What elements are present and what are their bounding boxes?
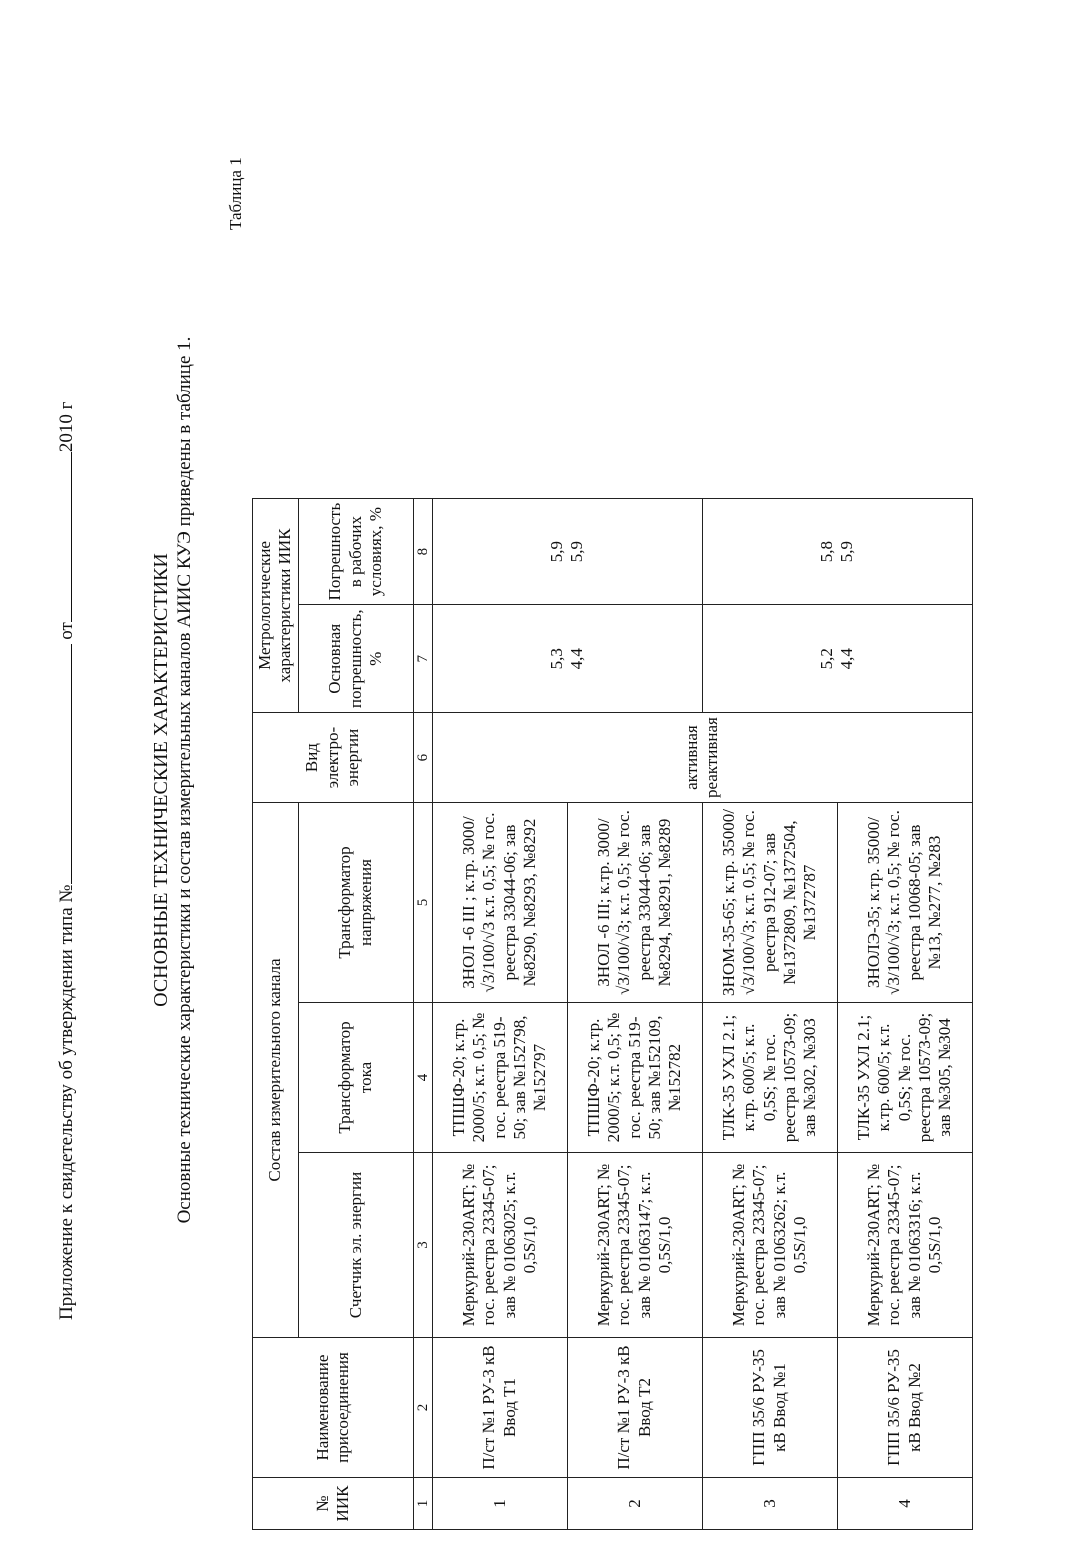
row-meter: Меркурий-230ART; № гос. реестра 23345-07; зав № 01063025; к.т. 0,5S/1,0 <box>432 1153 567 1338</box>
row-vt: ЗНОЛ -6 III ; к.тр. 3000/√3/100/√3 к.т. 0,5; № гос. реестра 33044-06; зав №8290, №8293, №8292 <box>432 803 567 1003</box>
table-label: Таблица 1 <box>226 157 245 230</box>
header-name: Наименование присоединения <box>253 1338 414 1478</box>
row-meter: Меркурий-230ART; № гос. реестра 23345-07; зав № 01063262; к.т. 0,5S/1,0 <box>702 1153 837 1338</box>
row-ct: ТПШФ-20; к.тр. 2000/5; к.т. 0,5; № гос. реестра 519-50; зав №152109, №152782 <box>567 1003 702 1153</box>
header-row-1 <box>253 498 299 1529</box>
appendix-year: 2010 г <box>56 401 77 453</box>
work-error-reactive: 5,9 <box>567 541 587 563</box>
row-meter: Меркурий-230ART; № гос. реестра 23345-07; зав № 01063316; к.т. 0,5S/1,0 <box>837 1153 972 1338</box>
basic-error-cell <box>702 605 972 713</box>
col-number: 4 <box>413 1003 432 1153</box>
row-num: 3 <box>702 1478 837 1530</box>
row-name: ГПП 35/6 РУ-35 кВ Ввод №1 <box>702 1338 837 1478</box>
header-num: № ИИК <box>253 1478 414 1530</box>
date-blank <box>71 452 72 622</box>
work-error-active: 5,8 <box>816 541 836 563</box>
basic-error-active: 5,3 <box>546 648 566 670</box>
basic-error-reactive: 4,4 <box>837 648 857 670</box>
energy-reactive: реактивная <box>702 717 722 798</box>
table-row <box>702 498 837 1529</box>
characteristics-table <box>252 498 973 1530</box>
row-meter: Меркурий-230ART; № гос. реестра 23345-07; зав № 01063147; к.т. 0,5S/1,0 <box>567 1153 702 1338</box>
row-name: П/ст №1 РУ-3 кВ Ввод Т1 <box>432 1338 567 1478</box>
work-error-reactive: 5,9 <box>837 541 857 563</box>
energy-active: активная <box>681 725 701 790</box>
row-vt: ЗНОЛ -6 III; к.тр. 3000/√3/100/√3; к.т. 0,5; № гос. реестра 33044-06; зав №8294, №8291, №8289 <box>567 803 702 1003</box>
work-error-cell <box>432 498 702 605</box>
table-row <box>432 498 567 1529</box>
col-number: 8 <box>413 498 432 605</box>
col-number: 1 <box>413 1478 432 1530</box>
row-ct: ТЛК-35 УХЛ 2.1; к.тр. 600/5; к.т. 0,5S; № гос. реестра 10573-09; зав №302, №303 <box>702 1003 837 1153</box>
row-name: ГПП 35/6 РУ-35 кВ Ввод №2 <box>837 1338 972 1478</box>
row-num: 4 <box>837 1478 972 1530</box>
header-vt: Трансформатор напряжения <box>298 803 413 1003</box>
type-number-blank <box>71 644 72 884</box>
column-number-row <box>413 498 432 1529</box>
row-vt: ЗНОМ-35-65; к.тр. 35000/√3/100/√3; к.т. 0,5; № гос. реестра 912-07; зав №1372809, №1372504, №1372787 <box>702 803 837 1003</box>
appendix-prefix: Приложение к свидетельству об утверждении типа № <box>56 884 77 1320</box>
row-num: 1 <box>432 1478 567 1530</box>
header-energy: Вид электро-энергии <box>253 713 414 803</box>
col-number: 6 <box>413 713 432 803</box>
col-number: 2 <box>413 1338 432 1478</box>
row-ct: ТЛК-35 УХЛ 2.1; к.тр. 600/5; к.т. 0,5S; № гос. реестра 10573-09; зав №305, №304 <box>837 1003 972 1153</box>
row-num: 2 <box>567 1478 702 1530</box>
row-vt: ЗНОЛЭ-35; к.тр. 35000/√3/100/√3; к.т. 0,5; № гос. реестра 10068-05; зав №13, №277, №283 <box>837 803 972 1003</box>
energy-type-cell <box>432 713 972 803</box>
work-error-cell <box>702 498 972 605</box>
header-ct: Трансформатор тока <box>298 1003 413 1153</box>
appendix-line <box>56 402 78 1320</box>
header-work-error: Погрешность в рабочих условиях, % <box>298 498 413 605</box>
work-error-active: 5,9 <box>546 541 566 563</box>
col-number: 3 <box>413 1153 432 1338</box>
basic-error-cell <box>432 605 702 713</box>
col-number: 7 <box>413 605 432 713</box>
header-composition: Состав измерительного канала <box>253 803 299 1338</box>
basic-error-reactive: 4,4 <box>567 648 587 670</box>
header-meter: Счетчик эл. энергии <box>298 1153 413 1338</box>
col-number: 5 <box>413 803 432 1003</box>
basic-error-active: 5,2 <box>816 648 836 670</box>
row-ct: ТПШФ-20; к.тр. 2000/5; к.т. 0,5; № гос. реестра 519-50; зав №152798, №152797 <box>432 1003 567 1153</box>
appendix-from: от <box>56 622 77 640</box>
section-heading: ОСНОВНЫЕ ТЕХНИЧЕСКИЕ ХАРАКТЕРИСТИКИ <box>150 553 172 1007</box>
section-subheading: Основные технические характеристики и состав измерительных каналов АИИС КУЭ приведены в таблице 1. <box>174 336 195 1224</box>
header-basic-error: Основная погрешность, % <box>298 605 413 713</box>
header-metrology: Метрологические характеристики ИИК <box>253 498 299 712</box>
row-name: П/ст №1 РУ-3 кВ Ввод Т2 <box>567 1338 702 1478</box>
